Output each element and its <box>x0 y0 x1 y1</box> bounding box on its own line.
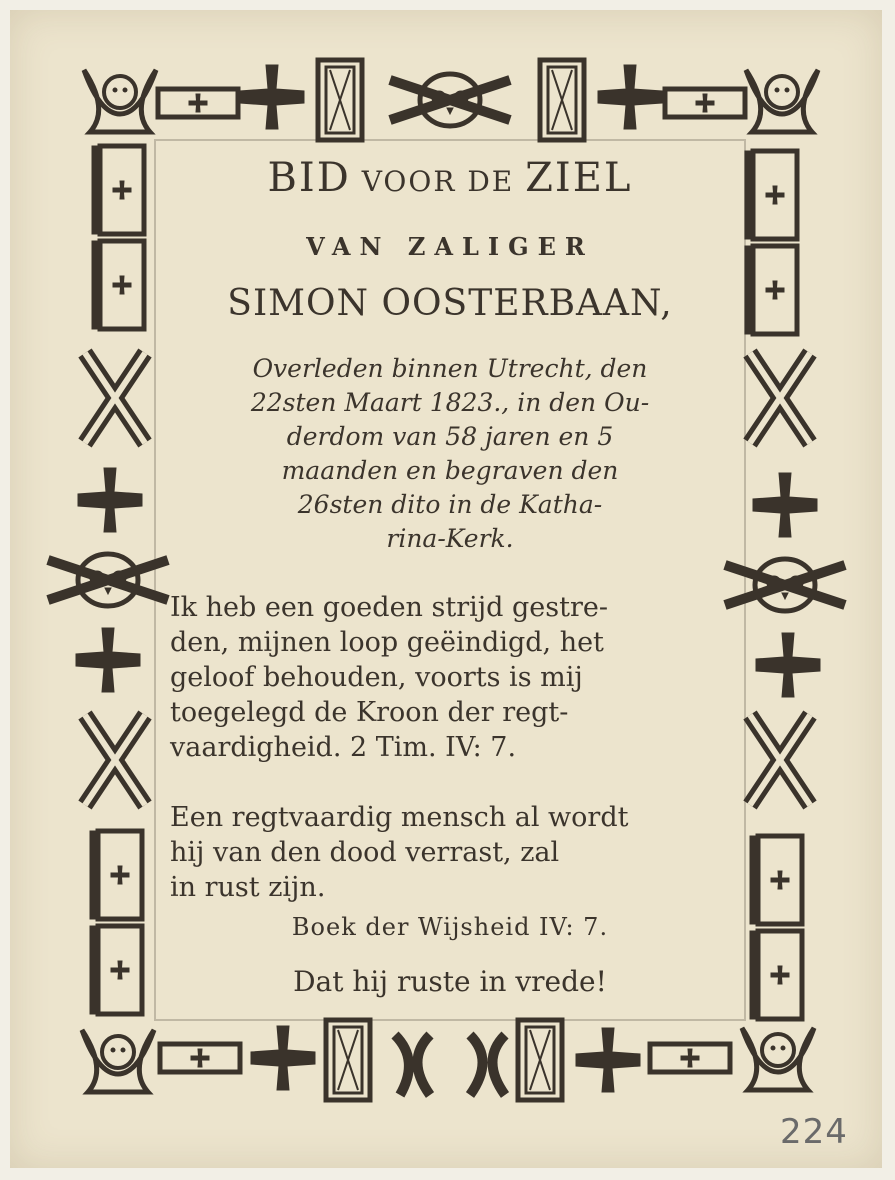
pencil-number: 224 <box>780 1112 848 1152</box>
heading <box>165 155 735 201</box>
verse2-line: hij van den dood verrast, zal <box>170 837 560 868</box>
verse-line: toegelegd de Kroon der regt- <box>170 697 569 728</box>
heading-small: VOOR DE <box>350 165 526 198</box>
verse-line: vaardigheid. 2 Tim. IV: 7. <box>170 732 517 763</box>
heading-main: BID <box>267 155 351 201</box>
deceased-name: SIMON OOSTERBAAN, <box>227 283 673 324</box>
death-line: derdom van 58 jaren en 5 <box>286 422 614 451</box>
death-line: 22sten Maart 1823., in den Ou- <box>250 388 650 417</box>
verse-line: geloof behouden, voorts is mij <box>170 662 583 693</box>
wisdom-verse <box>170 800 730 905</box>
wisdom-reference: Boek der Wijsheid IV: 7. <box>291 913 609 941</box>
death-line: rina-Kerk. <box>386 524 514 553</box>
subheading: VAN ZALIGER <box>306 232 594 261</box>
verse2-line: Een regtvaardig mensch al wordt <box>170 802 629 833</box>
death-line: Overleden binnen Utrecht, den <box>252 354 648 383</box>
heading-end: ZIEL <box>525 155 633 201</box>
death-line: 26sten dito in de Katha- <box>297 490 603 519</box>
verse-line: Ik heb een goeden strijd gestre- <box>170 592 608 623</box>
verse-line: den, mijnen loop geëindigd, het <box>170 627 604 658</box>
death-line: maanden en begraven den <box>281 456 619 485</box>
death-notice <box>165 352 735 556</box>
closing-line: Dat hij ruste in vrede! <box>293 965 607 998</box>
verse2-line: in rust zijn. <box>170 872 326 903</box>
bible-verse <box>170 590 730 765</box>
